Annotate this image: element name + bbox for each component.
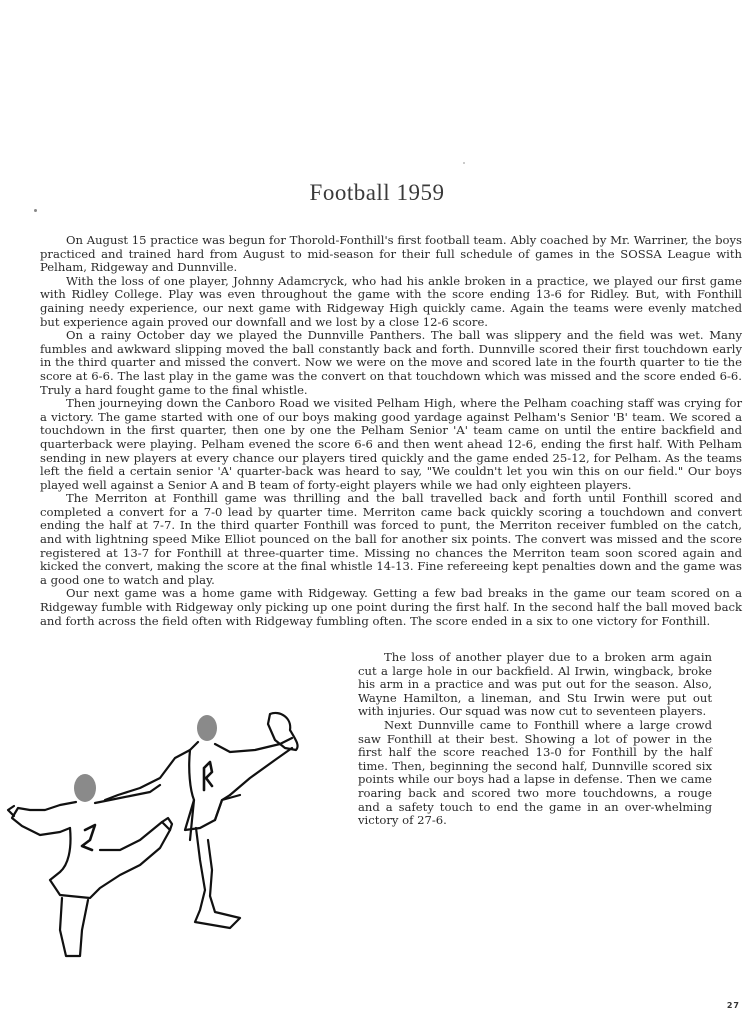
paragraph: On a rainy October day we played the Dunnville Panthers. The ball was slippery and the field was wet. Many fumbles and awkward slipping moved the ball constantly back and forth. Dunnville scored their first touchdown early in the third quarter and missed the convert. Now we were on the move and scored late in the fourth quarter to tie the score at 6-6. The last play in the game was the convert on that touchdown which was missed and the score ended 6-6. Truly a hard fought game to the final whistle. [40, 328, 742, 397]
paragraph: With the loss of one player, Johnny Adamcryck, who had his ankle broken in a practice, we played our first game with Ridley College. Play was even throughout the game with the score ending 13-6 for Ridley. But, with Fonthill gaining needy experience, our next game with Ridgeway High quickly came. Again the teams were evenly matched but experience again proved our downfall and we lost by a close 12-6 score. [40, 273, 742, 329]
paragraph: The loss of another player due to a broken arm again cut a large hole in our backfield. Al Irwin, wingback, broke his arm in a practice and was put out for the season. Also, Wayne Hamilton, a lineman, and Stu Irwin were put out with injuries. Our squad was now cut to seventeen players. [358, 650, 712, 719]
paragraph: On August 15 practice was begun for Thorold-Fonthill's first football team. Ably coached by Mr. Warriner, the boys practiced and trained hard from August to mid-season for their full schedule of games in the SOSSA League with Pelham, Ridgeway and Dunnville. [40, 233, 742, 275]
paragraph: The Merriton at Fonthill game was thrilling and the ball travelled back and forth until Fonthill scored and completed a convert for a 7-0 lead by quarter time. Merriton came back quickly scoring a touchdown and convert ending the half at 7-7. In the third quarter Fonthill was forced to punt, the Merriton receiver fumbled on the catch, and with lightning speed Mike Elliot pounced on the ball for another six points. The convert was missed and the score registered at 13-7 for Fonthill at three-quarter time. Missing no chances the Merriton team soon scored again and kicked the convert, making the score at the final whistle 14-13. Fine refereeing kept penalties down and the game was a good one to watch and play. [40, 491, 742, 587]
paragraph: Next Dunnville came to Fonthill where a large crowd saw Fonthill at their best. Showing a lot of power in the first half the score reached 13-0 for Fonthill by the half time. Then, beginning the second half, Dunnville scored six points while our boys had a lapse in defense. Then we came roaring back and scored two more touchdowns, a rouge and a safety touch to end the game in an over-whelming victory of 27-6. [358, 717, 712, 828]
page-number: 27 [726, 1001, 740, 1010]
paragraph: Then journeying down the Canboro Road we visited Pelham High, where the Pelham coaching staff was crying for a victory. The game started with one of our boys making good yardage against Pelham's Senior 'B' team. We scored a touchdown in the first quarter, then one by one the Pelham Senior 'A' team came on until the entire backfield and quarterback were playing. Pelham evened the score 6-6 and then went ahead 12-6, ending the first half. With Pelham sending in new players at every chance our players tired quickly and the game ended 25-12, for Pelham. As the teams left the field a certain senior 'A' quarter-back was heard to say, "We couldn't let you win this on our field." Our boys played well against a Senior A and B team of forty-eight players while we had only eighteen players. [40, 396, 742, 492]
dust-speck [463, 162, 465, 164]
dust-speck [34, 209, 37, 212]
kicking-players-drawing-icon [0, 700, 320, 960]
article-column-right [358, 651, 712, 828]
article-body [40, 234, 742, 628]
paragraph: Our next game was a home game with Ridgeway. Getting a few bad breaks in the game our team scored on a Ridgeway fumble with Ridgeway only picking up one point during the first half. In the second half the ball moved back and forth across the field often with Ridgeway fumbling often. The score ended in a six to one victory for Fonthill. [40, 586, 742, 628]
football-players-illustration [0, 700, 320, 960]
page-title: Football 1959 [309, 180, 445, 205]
